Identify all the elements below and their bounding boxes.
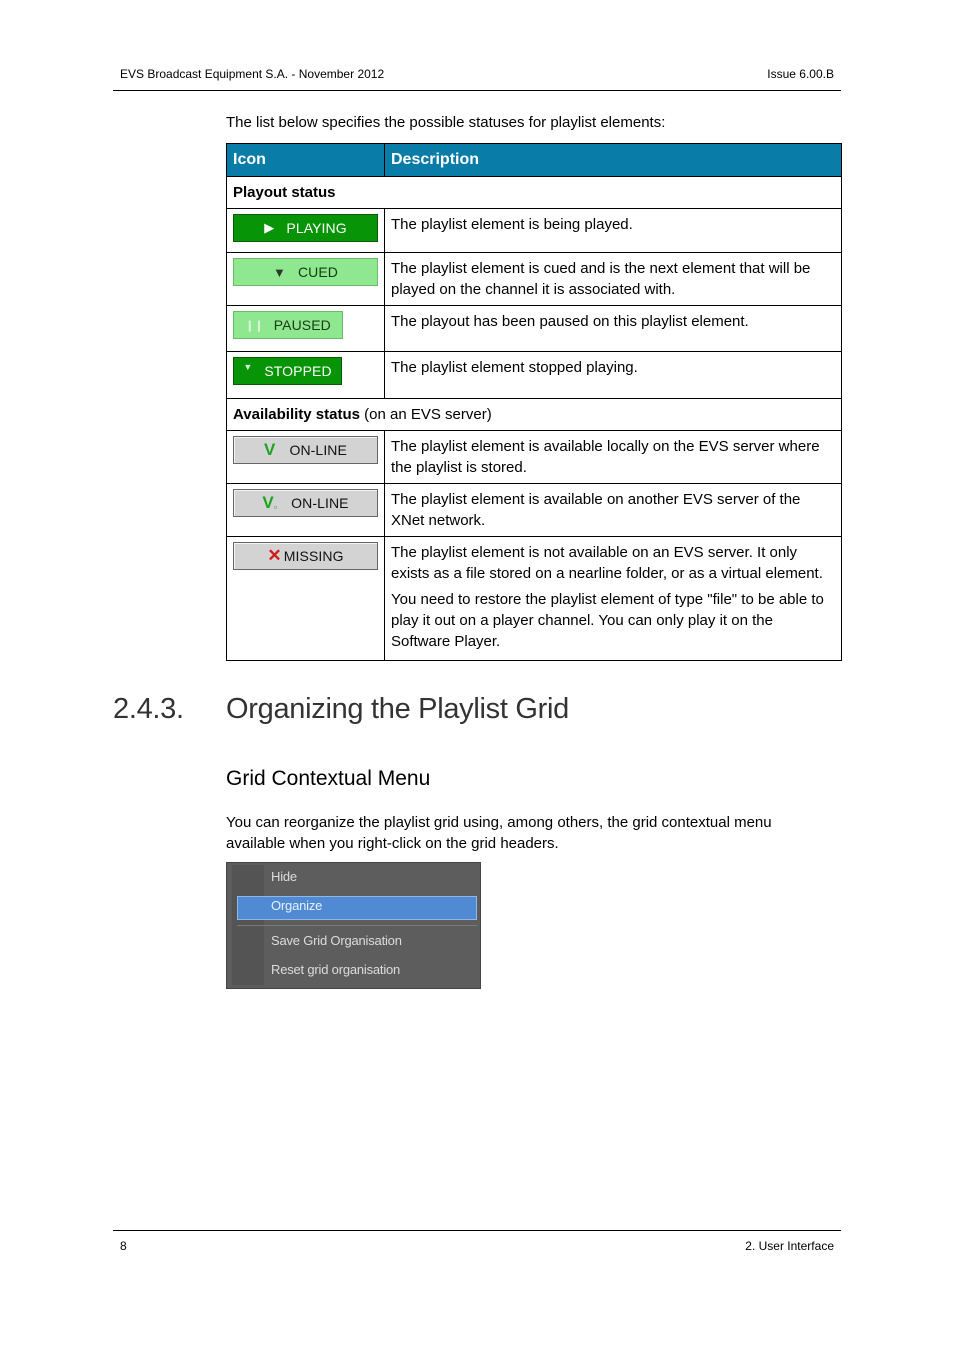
pause-icon: ❙❙ bbox=[245, 319, 264, 332]
table-header-row bbox=[227, 144, 842, 177]
table-row bbox=[227, 253, 842, 306]
online-local-badge: V ON-LINE bbox=[233, 436, 378, 464]
table-row bbox=[227, 537, 842, 661]
section-heading bbox=[113, 693, 569, 726]
table-row bbox=[227, 431, 842, 484]
stopped-desc: The playlist element stopped playing. bbox=[385, 352, 842, 399]
body-paragraph: You can reorganize the playlist grid using, among others, the grid contextual menu available when you right-click on the grid headers. bbox=[226, 814, 772, 852]
paused-desc: The playout has been paused on this playlist element. bbox=[385, 306, 842, 352]
subsection-heading: Grid Contextual Menu bbox=[226, 767, 431, 790]
red-x-icon: ✕ bbox=[267, 546, 282, 565]
playout-section-title: Playout status bbox=[233, 184, 336, 201]
page-header bbox=[113, 60, 841, 91]
menu-item-organize[interactable]: Organize bbox=[271, 898, 323, 913]
cued-badge: ▼ CUED bbox=[233, 258, 378, 286]
table-row bbox=[227, 306, 842, 352]
availability-section-title: Availability status bbox=[233, 406, 360, 423]
grid-context-menu bbox=[226, 862, 481, 989]
menu-item-hide[interactable]: Hide bbox=[271, 869, 297, 884]
missing-desc-2: You need to restore the playlist element of type "file" to be able to play it out on a player channel. You can only play it on the Software Player. bbox=[391, 591, 824, 650]
missing-desc: The playlist element is not available on an EVS server. It only exists as a file stored on a nearline folder, or as a virtual element. bbox=[391, 544, 823, 582]
playing-badge: ▶ PLAYING bbox=[233, 214, 378, 242]
paused-badge: ❙❙ PAUSED bbox=[233, 311, 343, 339]
col-desc-header: Description bbox=[385, 144, 842, 177]
section-title: Organizing the Playlist Grid bbox=[226, 693, 569, 725]
menu-item-save-grid[interactable]: Save Grid Organisation bbox=[271, 933, 402, 948]
missing-badge: ✕ MISSING bbox=[233, 542, 378, 570]
cued-desc: The playlist element is cued and is the next element that will be played on the channel it is associated with. bbox=[385, 253, 842, 306]
play-icon: ▶ bbox=[264, 220, 275, 235]
header-left: EVS Broadcast Equipment S.A. - November 2012 bbox=[120, 67, 385, 81]
menu-item-reset-grid[interactable]: Reset grid organisation bbox=[271, 962, 401, 977]
check-v-network-icon: V▫ bbox=[262, 493, 278, 512]
availability-section-row bbox=[227, 399, 842, 431]
section-number: 2.4.3. bbox=[113, 693, 184, 725]
online-local-desc: The playlist element is available locally on the EVS server where the playlist is stored. bbox=[385, 431, 842, 484]
stopped-arrow-icon: ▼ bbox=[243, 362, 253, 372]
playout-section-row bbox=[227, 177, 842, 209]
status-table bbox=[226, 143, 842, 661]
col-icon-header: Icon bbox=[227, 144, 385, 177]
check-v-icon: V bbox=[264, 440, 276, 459]
playing-desc: The playlist element is being played. bbox=[385, 209, 842, 253]
stopped-badge: ▼ STOPPED bbox=[233, 357, 342, 385]
footer-chapter: 2. User Interface bbox=[745, 1239, 834, 1253]
page-number: 8 bbox=[120, 1239, 127, 1253]
table-row bbox=[227, 209, 842, 253]
cued-triangle-icon: ▼ bbox=[272, 264, 286, 280]
online-remote-desc: The playlist element is available on another EVS server of the XNet network. bbox=[385, 484, 842, 537]
header-right: Issue 6.00.B bbox=[767, 67, 834, 81]
table-row bbox=[227, 484, 842, 537]
online-remote-badge: V▫ ON-LINE bbox=[233, 489, 378, 517]
table-row bbox=[227, 352, 842, 399]
availability-section-note: (on an EVS server) bbox=[360, 406, 492, 423]
page-footer bbox=[113, 1230, 841, 1253]
intro-text: The list below specifies the possible statuses for playlist elements: bbox=[226, 114, 666, 131]
menu-separator bbox=[237, 925, 477, 926]
